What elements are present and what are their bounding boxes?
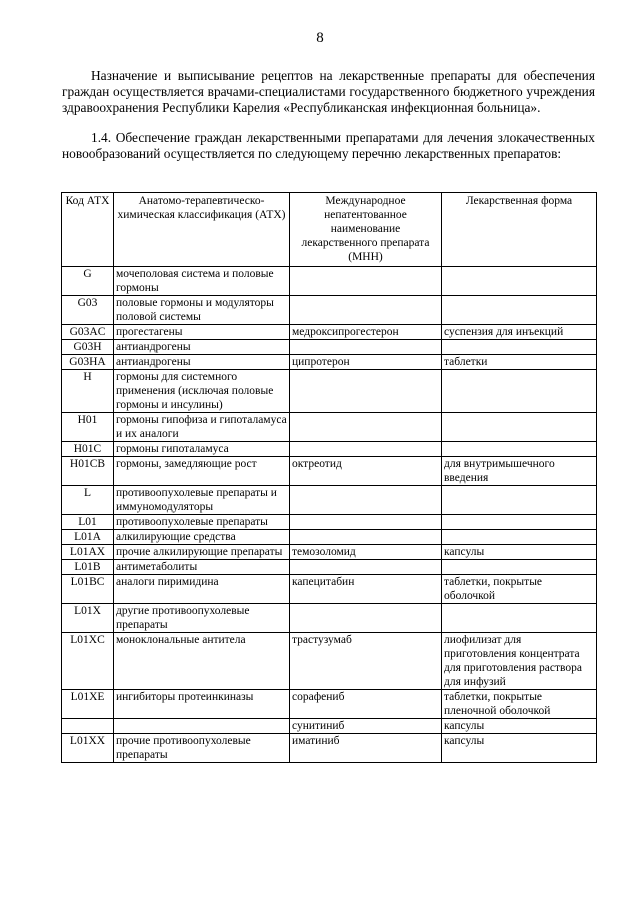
table-row (62, 486, 597, 515)
cell-dosage-form (442, 486, 597, 515)
cell-atc-code: H01C (62, 442, 114, 457)
cell-dosage-form (442, 604, 597, 633)
cell-atc-code: G03HA (62, 355, 114, 370)
cell-inn: иматиниб (290, 734, 442, 763)
cell-dosage-form (442, 442, 597, 457)
cell-atc-code: G03 (62, 296, 114, 325)
table-row (62, 734, 597, 763)
table-row (62, 442, 597, 457)
cell-atc-classification: алкилирующие средства (114, 530, 290, 545)
cell-dosage-form (442, 296, 597, 325)
cell-atc-classification: прогестагены (114, 325, 290, 340)
cell-dosage-form (442, 370, 597, 413)
cell-dosage-form (442, 560, 597, 575)
cell-atc-classification: аналоги пиримидина (114, 575, 290, 604)
cell-inn (290, 340, 442, 355)
cell-atc-code: L01 (62, 515, 114, 530)
cell-atc-classification: прочие алкилирующие препараты (114, 545, 290, 560)
cell-dosage-form (442, 530, 597, 545)
cell-atc-code: H01 (62, 413, 114, 442)
cell-dosage-form: капсулы (442, 734, 597, 763)
cell-atc-code: G (62, 267, 114, 296)
cell-atc-code: L01BC (62, 575, 114, 604)
cell-inn: сунитиниб (290, 719, 442, 734)
cell-dosage-form: таблетки, покрытые пленочной оболочкой (442, 690, 597, 719)
cell-inn: капецитабин (290, 575, 442, 604)
table-row (62, 296, 597, 325)
cell-atc-classification: гормоны для системного применения (исключая половые гормоны и инсулины) (114, 370, 290, 413)
paragraph-section-1-4: 1.4. Обеспечение граждан лекарственными препаратами для лечения злокачественных новообразований осуществляется по следующему перечню лекарственных препаратов: (62, 130, 595, 161)
cell-inn: трастузумаб (290, 633, 442, 690)
cell-inn: сорафениб (290, 690, 442, 719)
cell-dosage-form: таблетки, покрытые оболочкой (442, 575, 597, 604)
cell-atc-classification: прочие противоопухолевые препараты (114, 734, 290, 763)
table-header-row (62, 193, 597, 267)
cell-inn (290, 296, 442, 325)
table-row (62, 325, 597, 340)
cell-atc-code: L01XE (62, 690, 114, 719)
cell-dosage-form: суспензия для инъекций (442, 325, 597, 340)
table-row (62, 560, 597, 575)
cell-atc-classification: противоопухолевые препараты и иммуномодуляторы (114, 486, 290, 515)
cell-inn (290, 530, 442, 545)
cell-atc-code: L (62, 486, 114, 515)
cell-atc-classification: ингибиторы протеинкиназы (114, 690, 290, 719)
cell-inn (290, 442, 442, 457)
cell-dosage-form: для внутримышечного введения (442, 457, 597, 486)
cell-atc-classification: противоопухолевые препараты (114, 515, 290, 530)
table-row (62, 515, 597, 530)
cell-atc-code: L01X (62, 604, 114, 633)
cell-inn: медроксипрогестерон (290, 325, 442, 340)
cell-inn (290, 267, 442, 296)
cell-atc-classification: антиандрогены (114, 355, 290, 370)
header-inn: Международное непатентованное наименование лекарственного препарата (МНН) (290, 193, 442, 267)
cell-dosage-form: капсулы (442, 545, 597, 560)
cell-atc-code: L01B (62, 560, 114, 575)
drug-list-table (61, 192, 597, 763)
table-row (62, 575, 597, 604)
cell-atc-code: H (62, 370, 114, 413)
cell-atc-classification: антиметаболиты (114, 560, 290, 575)
cell-dosage-form: таблетки (442, 355, 597, 370)
cell-dosage-form: капсулы (442, 719, 597, 734)
paragraph-prescriptions: Назначение и выписывание рецептов на лекарственные препараты для обеспечения граждан осуществляется врачами-специалистами государственного бюджетного учреждения здравоохранения Республики Карелия «Республиканская инфекционная больница». (62, 68, 595, 115)
cell-dosage-form (442, 267, 597, 296)
table-row (62, 457, 597, 486)
cell-inn: октреотид (290, 457, 442, 486)
table-row (62, 604, 597, 633)
cell-inn (290, 413, 442, 442)
cell-atc-classification (114, 719, 290, 734)
cell-inn (290, 515, 442, 530)
header-atc-classification: Анатомо-терапевтическо-химическая классификация (АТХ) (114, 193, 290, 267)
page-number: 8 (316, 30, 324, 46)
cell-atc-classification: гормоны гипофиза и гипоталамуса и их аналоги (114, 413, 290, 442)
cell-atc-code (62, 719, 114, 734)
cell-atc-code: L01A (62, 530, 114, 545)
cell-inn (290, 486, 442, 515)
cell-atc-classification: гормоны гипоталамуса (114, 442, 290, 457)
cell-atc-classification: мочеполовая система и половые гормоны (114, 267, 290, 296)
table-body (62, 267, 597, 763)
cell-atc-code: G03AC (62, 325, 114, 340)
table-row (62, 719, 597, 734)
table-row (62, 267, 597, 296)
table-row (62, 690, 597, 719)
cell-dosage-form: лиофилизат для приготовления концентрата для приготовления раствора для инфузий (442, 633, 597, 690)
header-atc-code: Код АТХ (62, 193, 114, 267)
cell-dosage-form (442, 413, 597, 442)
cell-inn: ципротерон (290, 355, 442, 370)
table-row (62, 545, 597, 560)
cell-atc-classification: моноклональные антитела (114, 633, 290, 690)
cell-dosage-form (442, 515, 597, 530)
cell-dosage-form (442, 340, 597, 355)
cell-atc-code: G03H (62, 340, 114, 355)
cell-atc-classification: другие противоопухолевые препараты (114, 604, 290, 633)
cell-atc-code: L01AX (62, 545, 114, 560)
table-row (62, 355, 597, 370)
cell-atc-classification: половые гормоны и модуляторы половой системы (114, 296, 290, 325)
cell-inn: темозоломид (290, 545, 442, 560)
table-row (62, 530, 597, 545)
table-row (62, 413, 597, 442)
cell-atc-classification: антиандрогены (114, 340, 290, 355)
header-dosage-form: Лекарственная форма (442, 193, 597, 267)
cell-atc-code: L01XC (62, 633, 114, 690)
cell-atc-code: H01CB (62, 457, 114, 486)
cell-inn (290, 604, 442, 633)
cell-atc-classification: гормоны, замедляющие рост (114, 457, 290, 486)
cell-inn (290, 370, 442, 413)
cell-inn (290, 560, 442, 575)
cell-atc-code: L01XX (62, 734, 114, 763)
table-row (62, 633, 597, 690)
table-row (62, 340, 597, 355)
table-row (62, 370, 597, 413)
